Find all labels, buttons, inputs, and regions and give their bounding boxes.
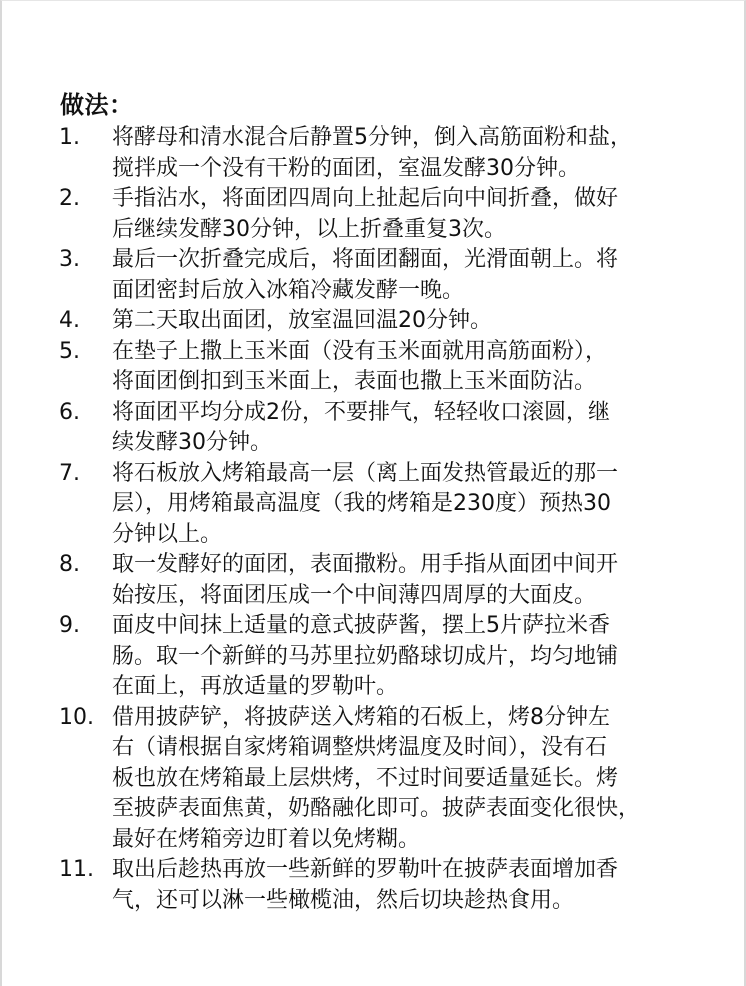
step-number: 7. <box>59 460 80 486</box>
step-text-line: 层），用烤箱最高温度（我的烤箱是230度）预热30 <box>112 491 611 516</box>
list-item <box>2 398 746 459</box>
step-text-line: 取出后趁热再放一些新鲜的罗勒叶在披萨表面增加香 <box>112 857 619 882</box>
list-item <box>2 550 746 611</box>
step-text-line: 第二天取出面团，放室温回温20分钟。 <box>112 308 492 333</box>
step-text <box>112 855 702 916</box>
step-number: 1. <box>59 125 80 150</box>
step-text <box>112 245 702 306</box>
step-text <box>112 184 702 245</box>
step-number: 11. <box>59 857 94 882</box>
step-text-line: 板也放在烤箱最上层烘烤，不过时间要适量延长。烤 <box>112 765 619 791</box>
step-text-line: 分钟以上。 <box>112 521 223 547</box>
step-text-line: 将面团倒扣到玉米面上，表面也撒上玉米面防沾。 <box>112 369 597 394</box>
step-number: 9. <box>59 613 80 638</box>
step-text-line: 始按压，将面团压成一个中间薄四周厚的大面皮。 <box>112 582 597 608</box>
list-item <box>2 337 746 398</box>
step-text-line: 肠。取一个新鲜的马苏里拉奶酪球切成片，均匀地铺 <box>112 643 619 669</box>
step-text <box>112 703 702 856</box>
list-item <box>2 306 746 337</box>
step-text-line: 取一发酵好的面团，表面撒粉。用手指从面团中间开 <box>112 552 619 577</box>
list-item <box>2 611 746 703</box>
step-text-line: 手指沾水，将面团四周向上扯起后向中间折叠，做好 <box>112 186 619 211</box>
list-item <box>2 703 746 856</box>
step-number: 10. <box>59 704 94 730</box>
step-text-line: 至披萨表面焦黄，奶酪融化即可。披萨表面变化很快， <box>112 796 641 821</box>
list-item <box>2 245 746 306</box>
step-number: 2. <box>59 186 80 211</box>
step-text-line: 将酵母和清水混合后静置5分钟，倒入高筋面粉和盐， <box>112 125 632 150</box>
list-item <box>2 459 746 551</box>
list-item <box>2 855 746 916</box>
steps-list <box>2 123 746 916</box>
step-text <box>112 611 702 703</box>
step-text <box>112 123 702 184</box>
step-text-line: 右（请根据自家烤箱调整烘烤温度及时间），没有石 <box>112 735 608 760</box>
step-text-line: 搅拌成一个没有干粉的面团，室温发酵30分钟。 <box>112 155 580 181</box>
step-number: 3. <box>59 247 80 272</box>
step-text-line: 后继续发酵30分钟，以上折叠重复3次。 <box>112 216 506 242</box>
step-text-line: 气，还可以淋一些橄榄油，然后切块趁热食用。 <box>112 887 575 913</box>
step-text <box>112 306 702 337</box>
step-text-line: 面皮中间抹上适量的意式披萨酱，摆上5片萨拉米香 <box>112 613 610 638</box>
list-item <box>2 123 746 184</box>
step-text-line: 最后一次折叠完成后，将面团翻面，光滑面朝上。将 <box>112 247 619 272</box>
step-text-line: 在垫子上撒上玉米面（没有玉米面就用高筋面粉）， <box>112 338 608 364</box>
step-text <box>112 337 702 398</box>
step-text-line: 面团密封后放入冰箱冷藏发酵一晚。 <box>112 277 465 303</box>
step-text-line: 最好在烤箱旁边盯着以免烤糊。 <box>112 826 421 852</box>
step-text <box>112 550 702 611</box>
list-item <box>2 184 746 245</box>
step-text-line: 在面上，再放适量的罗勒叶。 <box>112 674 399 699</box>
step-text <box>112 398 702 459</box>
step-text-line: 借用披萨铲，将披萨送入烤箱的石板上，烤8分钟左 <box>112 704 610 730</box>
step-text-line: 续发酵30分钟。 <box>112 430 272 455</box>
step-text <box>112 459 702 551</box>
step-number: 5. <box>59 338 80 364</box>
step-text-line: 将面团平均分成2份，不要排气，轻轻收口滚圆，继 <box>112 399 610 425</box>
step-number: 6. <box>59 399 80 425</box>
step-text-line: 将石板放入烤箱最高一层（离上面发热管最近的那一 <box>112 460 619 486</box>
section-heading: 做法： <box>60 91 134 119</box>
step-number: 4. <box>59 308 80 333</box>
step-number: 8. <box>59 552 80 577</box>
